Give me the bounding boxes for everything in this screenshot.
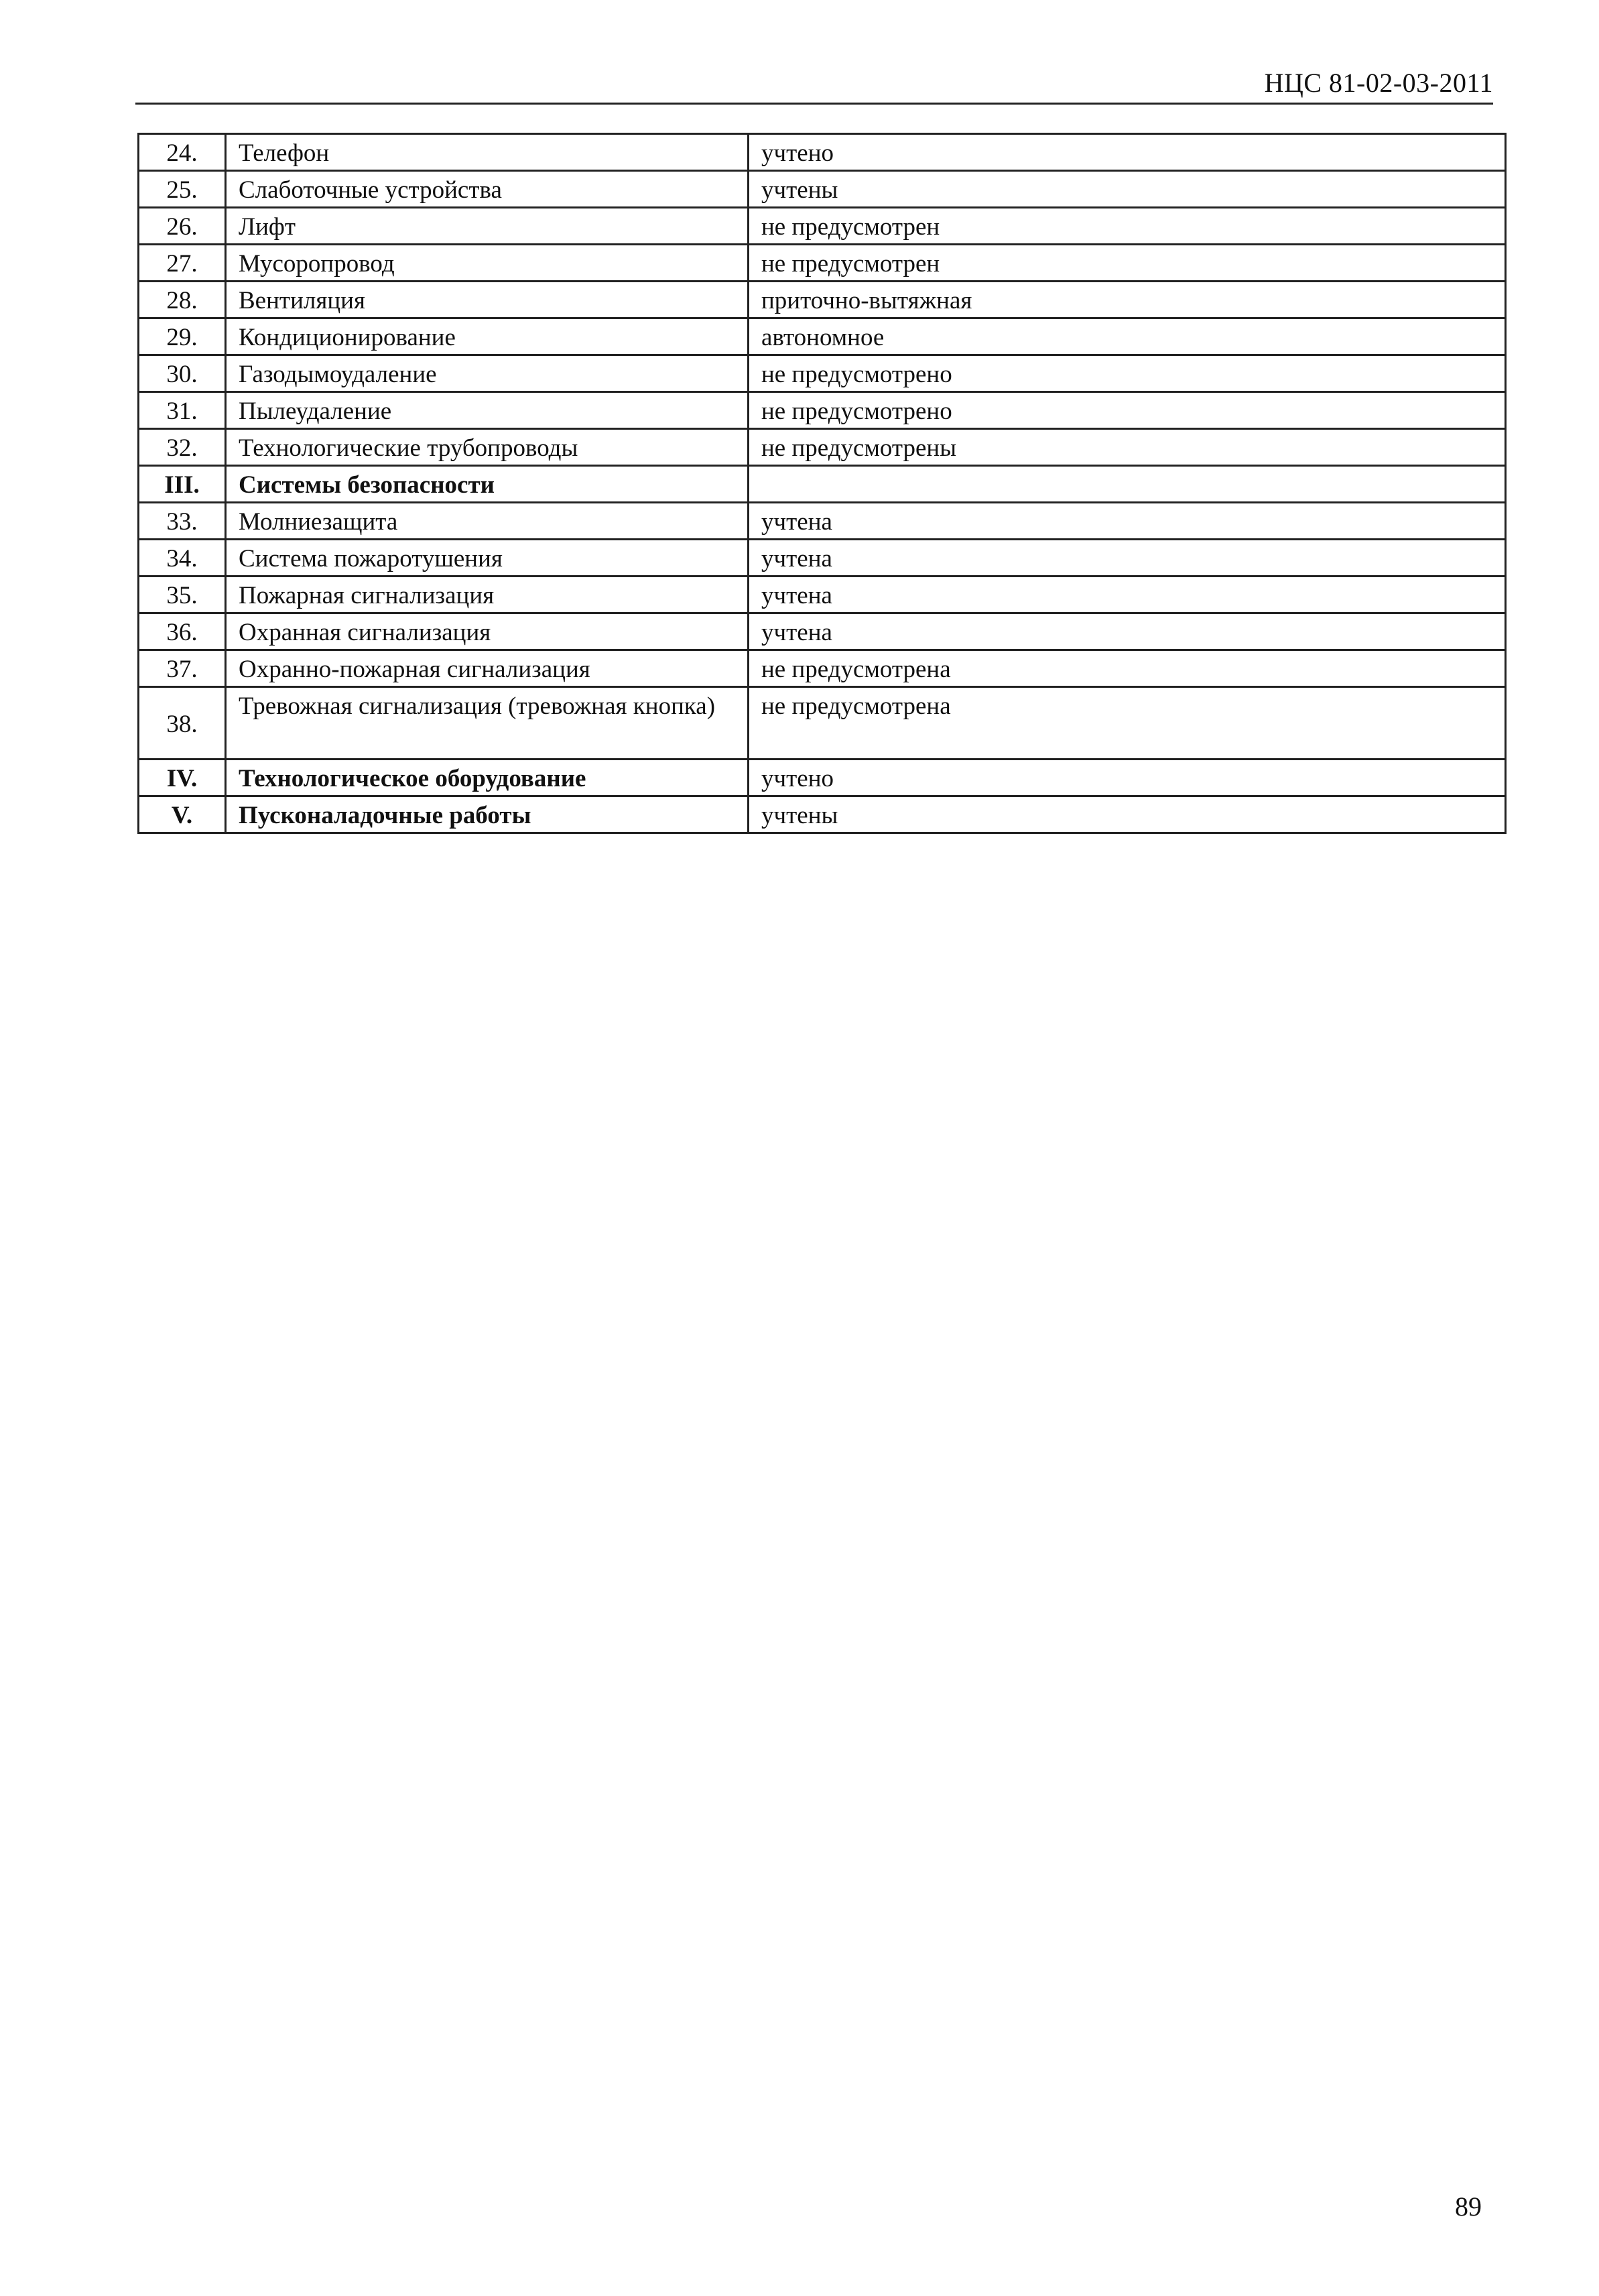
table-row bbox=[139, 134, 1506, 171]
row-name: Телефон bbox=[226, 134, 749, 171]
row-name: Слаботочные устройства bbox=[226, 171, 749, 208]
row-name: Охранно-пожарная сигнализация bbox=[226, 650, 749, 687]
document-code: НЦС 81-02-03-2011 bbox=[1264, 68, 1493, 98]
table-row bbox=[139, 392, 1506, 429]
row-number: 24. bbox=[139, 134, 226, 171]
row-number: 35. bbox=[139, 577, 226, 613]
row-number: 27. bbox=[139, 245, 226, 282]
row-value: учтены bbox=[749, 171, 1506, 208]
row-value: учтена bbox=[749, 503, 1506, 540]
row-value: учтена bbox=[749, 613, 1506, 650]
row-name: Тревожная сигнализация (тревожная кнопка) bbox=[226, 687, 749, 760]
row-number: 25. bbox=[139, 171, 226, 208]
table-section-row bbox=[139, 466, 1506, 503]
row-value: учтены bbox=[749, 796, 1506, 833]
row-name: Газодымоудаление bbox=[226, 355, 749, 392]
row-value: не предусмотрен bbox=[749, 245, 1506, 282]
table-row bbox=[139, 429, 1506, 466]
section-number: IV. bbox=[139, 760, 226, 796]
row-name: Технологические трубопроводы bbox=[226, 429, 749, 466]
row-name: Кондиционирование bbox=[226, 318, 749, 355]
row-name: Пылеудаление bbox=[226, 392, 749, 429]
row-value: не предусмотрена bbox=[749, 687, 1506, 760]
row-name: Система пожаротушения bbox=[226, 540, 749, 577]
row-value: не предусмотрено bbox=[749, 392, 1506, 429]
table-section-row bbox=[139, 760, 1506, 796]
table-row bbox=[139, 650, 1506, 687]
table-row bbox=[139, 613, 1506, 650]
table-row bbox=[139, 540, 1506, 577]
row-value: автономное bbox=[749, 318, 1506, 355]
table-row bbox=[139, 687, 1506, 760]
table-row bbox=[139, 355, 1506, 392]
table-row bbox=[139, 171, 1506, 208]
row-value: учтено bbox=[749, 760, 1506, 796]
row-value bbox=[749, 466, 1506, 503]
row-number: 30. bbox=[139, 355, 226, 392]
section-title: Системы безопасности bbox=[226, 466, 749, 503]
section-number: III. bbox=[139, 466, 226, 503]
row-number: 28. bbox=[139, 282, 226, 318]
row-name: Мусоропровод bbox=[226, 245, 749, 282]
header-divider bbox=[135, 103, 1493, 105]
specification-table bbox=[137, 133, 1507, 834]
row-value: учтено bbox=[749, 134, 1506, 171]
row-number: 36. bbox=[139, 613, 226, 650]
row-value: не предусмотрен bbox=[749, 208, 1506, 245]
row-name: Вентиляция bbox=[226, 282, 749, 318]
table-section-row bbox=[139, 796, 1506, 833]
table-row bbox=[139, 577, 1506, 613]
table-row bbox=[139, 208, 1506, 245]
row-name: Лифт bbox=[226, 208, 749, 245]
row-value: учтена bbox=[749, 577, 1506, 613]
row-number: 26. bbox=[139, 208, 226, 245]
table-row bbox=[139, 282, 1506, 318]
row-number: 31. bbox=[139, 392, 226, 429]
table-row bbox=[139, 318, 1506, 355]
section-number: V. bbox=[139, 796, 226, 833]
row-value: не предусмотрены bbox=[749, 429, 1506, 466]
row-value: не предусмотрена bbox=[749, 650, 1506, 687]
table-row bbox=[139, 245, 1506, 282]
row-value: приточно-вытяжная bbox=[749, 282, 1506, 318]
section-title: Пусконаладочные работы bbox=[226, 796, 749, 833]
section-title: Технологическое оборудование bbox=[226, 760, 749, 796]
page-number: 89 bbox=[1455, 2191, 1482, 2222]
table-row bbox=[139, 503, 1506, 540]
row-number: 29. bbox=[139, 318, 226, 355]
row-number: 37. bbox=[139, 650, 226, 687]
row-number: 32. bbox=[139, 429, 226, 466]
row-name: Молниезащита bbox=[226, 503, 749, 540]
row-value: не предусмотрено bbox=[749, 355, 1506, 392]
row-number: 38. bbox=[139, 687, 226, 760]
row-name: Пожарная сигнализация bbox=[226, 577, 749, 613]
row-name: Охранная сигнализация bbox=[226, 613, 749, 650]
row-value: учтена bbox=[749, 540, 1506, 577]
row-number: 34. bbox=[139, 540, 226, 577]
row-number: 33. bbox=[139, 503, 226, 540]
